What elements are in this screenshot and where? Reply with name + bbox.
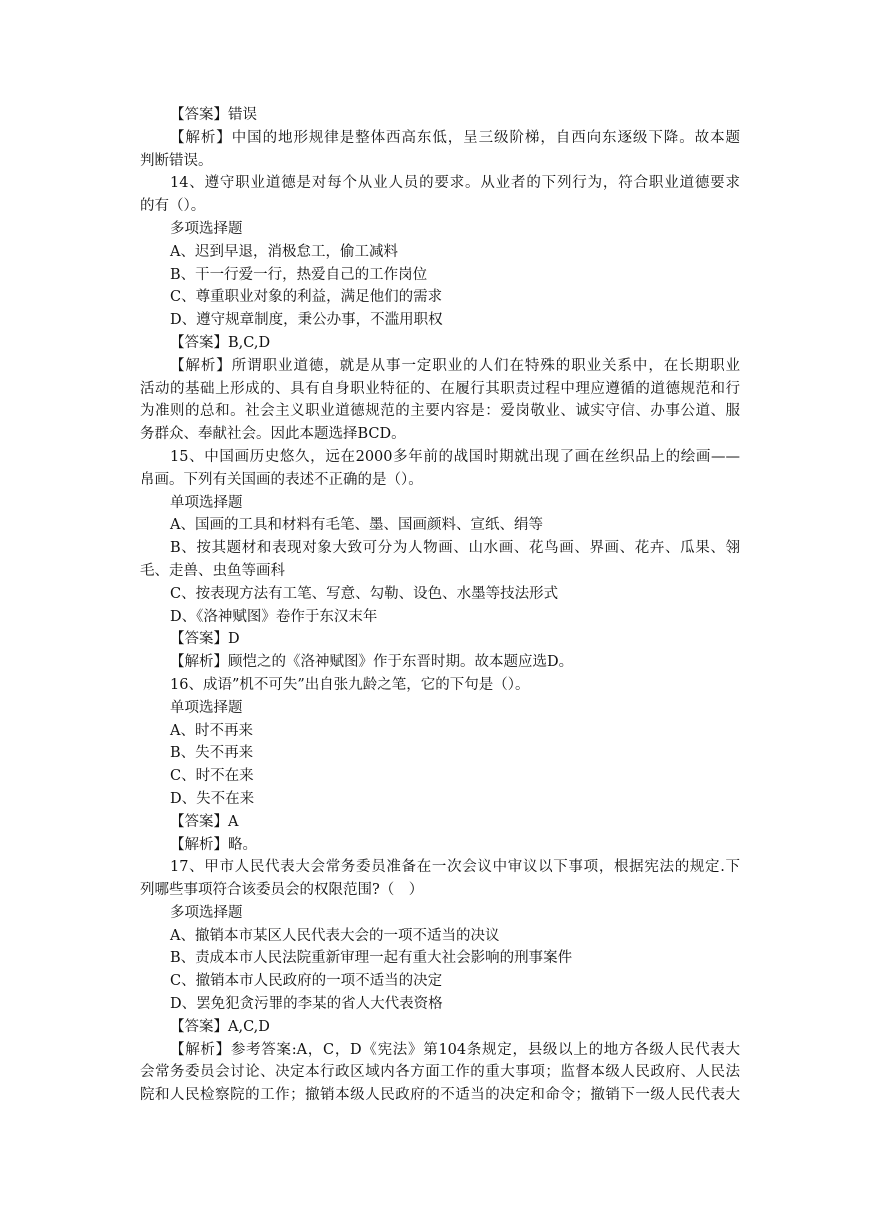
text-line: D、遵守规章制度，秉公办事，不滥用职权 — [170, 312, 443, 329]
text-line: 为准则的总和。社会主义职业道德规范的主要内容是：爱岗敬业、诚实守信、办事公道、服 — [140, 403, 740, 420]
document-body — [140, 104, 740, 1107]
text-line: 【答案】错误 — [170, 107, 257, 123]
text-line: B、按其题材和表现对象大致可分为人物画、山水画、花鸟画、界画、花卉、瓜果、翎 — [170, 540, 740, 557]
text-line: A、时不再来 — [170, 722, 253, 739]
text-line: 【解析】略。 — [170, 836, 257, 853]
text-line: D、《洛神赋图》卷作于东汉末年 — [170, 608, 378, 625]
text-line: B、责成本市人民法院重新审理一起有重大社会影响的刑事案件 — [170, 950, 573, 967]
text-line: 【答案】A,C,D — [170, 1018, 270, 1035]
text-line: C、按表现方法有工笔、写意、勾勒、设色、水墨等技法形式 — [170, 585, 559, 602]
text-line: 16、成语”机不可失”出自张九龄之笔，它的下句是（）。 — [170, 676, 530, 693]
text-line: C、尊重职业对象的利益，满足他们的需求 — [170, 289, 443, 306]
text-line: D、失不在来 — [170, 790, 255, 807]
text-line: A、国画的工具和材料有毛笔、墨、国画颜料、宣纸、绢等 — [170, 517, 543, 534]
text-line: A、撤销本市某区人民代表大会的一项不适当的决议 — [170, 927, 500, 944]
text-line: 的有（）。 — [140, 198, 206, 215]
text-line: 多项选择题 — [170, 904, 243, 921]
text-line: 15、中国画历史悠久，远在2000多年前的战国时期就出现了画在丝织品上的绘画—— — [170, 448, 740, 465]
text-line: 多项选择题 — [170, 220, 243, 237]
text-line: B、干一行爱一行，热爱自己的工作岗位 — [170, 266, 428, 283]
text-line: 帛画。下列有关国画的表述不正确的是（）。 — [140, 471, 423, 488]
text-line: 活动的基础上形成的、具有自身职业特征的、在履行其职责过程中理应遵循的道德规范和行 — [140, 380, 740, 397]
text-line: 【答案】B,C,D — [170, 334, 271, 351]
text-line: 毛、走兽、虫鱼等画科 — [140, 562, 285, 579]
text-line: B、失不再来 — [170, 745, 254, 762]
text-line: 【解析】顾恺之的《洛神赋图》作于东晋时期。故本题应选D。 — [170, 654, 574, 671]
text-line: C、时不在来 — [170, 768, 254, 785]
text-line: 单项选择题 — [170, 494, 243, 511]
text-line: 院和人民检察院的工作；撤销本级人民政府的不适当的决定和命令；撤销下一级人民代表大 — [140, 1087, 740, 1104]
text-line: 务群众、奉献社会。因此本题选择BCD。 — [140, 426, 406, 443]
text-line: 【答案】D — [170, 631, 240, 648]
text-line: D、罢免犯贪污罪的李某的省人大代表资格 — [170, 996, 443, 1013]
text-line: 列哪些事项符合该委员会的权限范围?（ ） — [140, 882, 424, 899]
text-line: 17、甲市人民代表大会常务委员准备在一次会议中审议以下事项，根据宪法的规定.下 — [170, 859, 740, 876]
text-line: 会常务委员会讨论、决定本行政区域内各方面工作的重大事项；监督本级人民政府、人民法 — [140, 1064, 740, 1081]
text-line: 【答案】A — [170, 813, 239, 830]
text-line: 判断错误。 — [140, 152, 213, 169]
text-line: 【解析】所谓职业道德，就是从事一定职业的人们在特殊的职业关系中，在长期职业 — [170, 357, 740, 374]
text-line: C、撤销本市人民政府的一项不适当的决定 — [170, 973, 443, 990]
text-line: 14、遵守职业道德是对每个从业人员的要求。从业者的下列行为，符合职业道德要求 — [170, 175, 740, 192]
text-line: 单项选择题 — [170, 699, 243, 716]
text-line: A、迟到早退，消极怠工，偷工减料 — [170, 243, 398, 260]
text-line: 【解析】中国的地形规律是整体西高东低，呈三级阶梯，自西向东逐级下降。故本题 — [170, 129, 740, 146]
text-line: 【解析】参考答案:A，C，D《宪法》第104条规定，县级以上的地方各级人民代表大 — [170, 1041, 740, 1058]
